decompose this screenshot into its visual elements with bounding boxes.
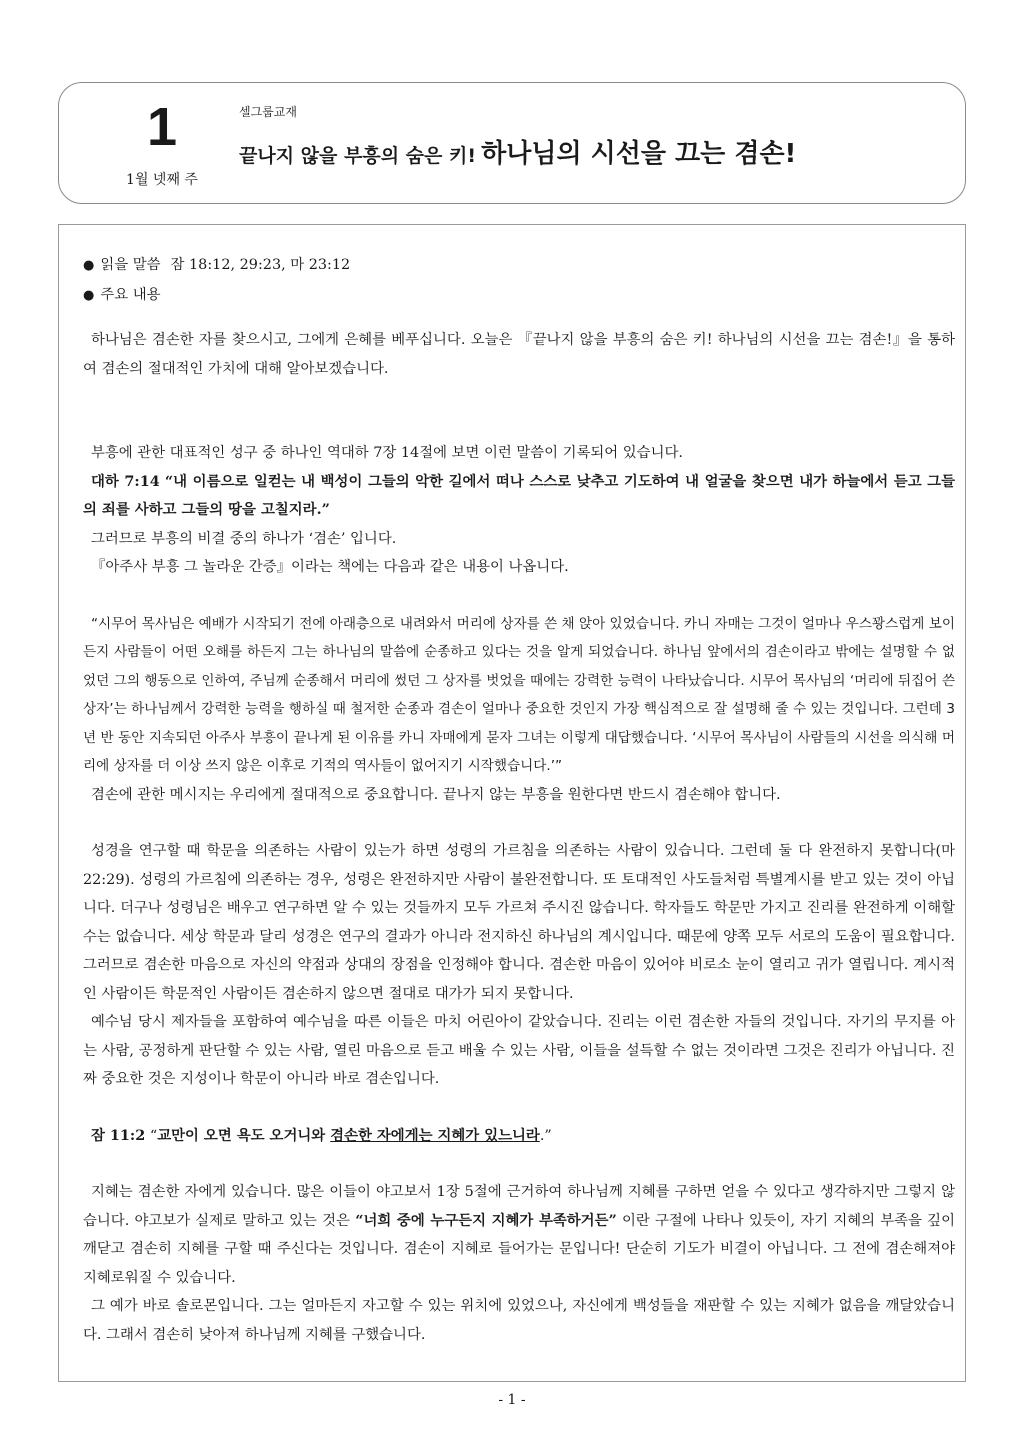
paragraph: 성경을 연구할 때 학문을 의존하는 사람이 있는가 하면 성령의 가르침을 의존하는 사람이 있습니다. 그런데 둘 다 완전하지 못합니다(마 22:29). 성령의 가르침에 의존하는 경우, 성령은 완전하지만 사람이 불완전합니다. 또 토대적인 사도들처럼 특별계시를 받고 있는 것이 아닙니다. 더구나 성령님은 배우고 연구하면 알 수 있는 것들까지 모두 가르쳐 주시진 않습니다. 학자들도 학문만 가지고 진리를 완전하게 이해할 수는 없습니다. 세상 학문과 달리 성경은 연구의 결과가 아니라 전지하신 하나님의 계시입니다. 때문에 양쪽 모두 서로의 도움이 필요합니다. 그러므로 겸손한 마음으로 자신의 약점과 상대의 장점을 인정해야 합니다. 겸손한 마음이 있어야 비로소 눈이 열리고 귀가 열립니다. 계시적인 사람이든 학문적인 사람이든 겸손하지 않으면 절대로 대가가 되지 못합니다. bbox=[83, 843, 955, 1002]
content-box bbox=[58, 224, 966, 1382]
bullet-icon: ● bbox=[83, 287, 95, 303]
emphasis: “너희 중에 누구든지 지혜가 부족하거든” bbox=[355, 1211, 617, 1229]
paragraph: 그 예가 바로 솔로몬입니다. 그는 얼마든지 자고할 수 있는 위치에 있었으나, 자신에게 백성들을 재판할 수 있는 지혜가 없음을 깨달았습니다. 그래서 겸손히 낮아져 하나님께 지혜를 구했습니다. bbox=[83, 1298, 955, 1343]
paragraph: 부흥에 관한 대표적인 성구 중 하나인 역대하 7장 14절에 보면 이런 말씀이 기록되어 있습니다. bbox=[91, 445, 683, 461]
intro-paragraph: 하나님은 겸손한 자를 찾으시고, 그에게 은혜를 베푸십니다. 오늘은 『끝나지 않을 부흥의 숨은 키! 하나님의 시선을 끄는 겸손!』을 통하여 겸손의 절대적인 가치에 대해 알아보겠습니다. bbox=[83, 332, 955, 377]
content-body bbox=[83, 251, 955, 1382]
reading-line bbox=[83, 251, 955, 281]
page-title bbox=[239, 133, 796, 170]
content-label: 주요 내용 bbox=[100, 286, 161, 303]
paragraph: 『아주사 부흥 그 놀라운 간증』이라는 책에는 다음과 같은 내용이 나옵니다. bbox=[91, 559, 569, 575]
title-part1: 끝나지 않을 부흥의 숨은 키! bbox=[239, 145, 477, 167]
verse-underlined: 겸손한 자에게는 지혜가 있느니라 bbox=[330, 1126, 540, 1144]
lesson-number: 1 bbox=[146, 97, 178, 157]
paragraph: 예수님 당시 제자들을 포함하여 예수님을 따른 이들은 마치 어린아이 같았습니다. 진리는 이런 겸손한 자들의 것입니다. 자기의 무지를 아는 사람, 공정하게 판단할 수 있는 사람, 열린 마음으로 듣고 배울 수 있는 사람, 이들을 설득할 수 없는 것이라면 그것은 진리가 아닙니다. 진짜 중요한 것은 지성이나 학문이 아니라 바로 겸손입니다. bbox=[83, 1014, 955, 1087]
paragraph: 그러므로 부흥의 비결 중의 하나가 ‘겸손’ 입니다. bbox=[91, 530, 397, 547]
reading-refs: 잠 18:12, 29:23, 마 23:12 bbox=[170, 257, 351, 273]
verse-text: 교만이 오면 욕도 오거니와 bbox=[157, 1126, 331, 1144]
verse-ref: 잠 11:2 bbox=[91, 1126, 146, 1144]
week-label: 1월 넷째 주 bbox=[126, 172, 198, 188]
quote-paragraph: “시무어 목사님은 예배가 시작되기 전에 아래층으로 내려와서 머리에 상자를 쓴 채 앉아 있었습니다. 카니 자매는 그것이 얼마나 우스꽝스럽게 보이든지 사람들이 어떤 오해를 하든지 그는 하나님의 말씀에 순종하고 있다는 것을 알게 되었습니다. 하나님 앞에서의 겸손이라고 밖에는 설명할 수 없었던 그의 행동으로 인하여, 주님께 순종해서 머리에 썼던 그 상자를 벗었을 때에는 강력한 능력이 나타났습니다. 시무어 목사님의 ‘머리에 뒤집어 쓴 상자’는 하나님께서 강력한 능력을 행하실 때 철저한 순종과 겸손이 얼마나 중요한 것인지 가장 핵심적으로 잘 설명해 줄 수 있는 것입니다. 그런데 3년 반 동안 지속되던 아주사 부흥이 끝나게 된 이유를 카니 자매에게 묻자 그녀는 이렇게 대답했습니다. ‘시무어 목사님이 사람들의 시선을 의식해 머리에 상자를 더 이상 쓰지 않은 이후로 기적의 역사들이 없어지기 시작했습니다.’” bbox=[83, 615, 955, 774]
verse-block bbox=[83, 468, 955, 525]
verse-text: “내 이름으로 일컫는 내 백성이 그들의 악한 길에서 떠나 스스로 낮추고 기도하여 내 얼굴을 찾으면 내가 하늘에서 듣고 그들의 죄를 사하고 그들의 땅을 고칠지라.” bbox=[83, 472, 955, 518]
verse-block bbox=[83, 1377, 955, 1382]
page-number: - 1 - bbox=[498, 1392, 526, 1408]
paragraph: 겸손에 관한 메시지는 우리에게 절대적으로 중요합니다. 끝나지 않는 부흥을 원한다면 반드시 겸손해야 합니다. bbox=[91, 786, 781, 803]
reading-label: 읽을 말씀 bbox=[100, 257, 161, 273]
verse-block: 잠 11:2 “교만이 오면 욕도 오거니와 겸손한 자에게는 지혜가 있느니라.” bbox=[91, 1126, 552, 1144]
verse-ref: 대하 7:14 bbox=[91, 472, 160, 490]
series-label: 셀그룹교재 bbox=[239, 105, 297, 119]
paragraph: 지혜는 겸손한 자에게 있습니다. 많은 이들이 야고보서 1장 5절에 근거하여 하나님께 지혜를 구하면 얻을 수 있다고 생각하지만 그렇지 않습니다. 야고보가 실제로 말하고 있는 것은 “너희 중에 누구든지 지혜가 부족하거든” 이란 구절에 나타나 있듯이, 자기 지혜의 부족을 깊이 깨닫고 겸손히 지혜를 구할 때 주신다는 것입니다. 겸손이 지혜로 들어가는 문입니다! 단순히 기도가 비결이 아닙니다. 그 전에 겸손해져야 지혜로워질 수 있습니다. bbox=[83, 1184, 955, 1286]
header-box bbox=[58, 82, 966, 204]
content-line bbox=[83, 281, 955, 311]
title-part2: 하나님의 시선을 끄는 겸손! bbox=[481, 139, 797, 169]
bullet-icon: ● bbox=[83, 258, 95, 273]
